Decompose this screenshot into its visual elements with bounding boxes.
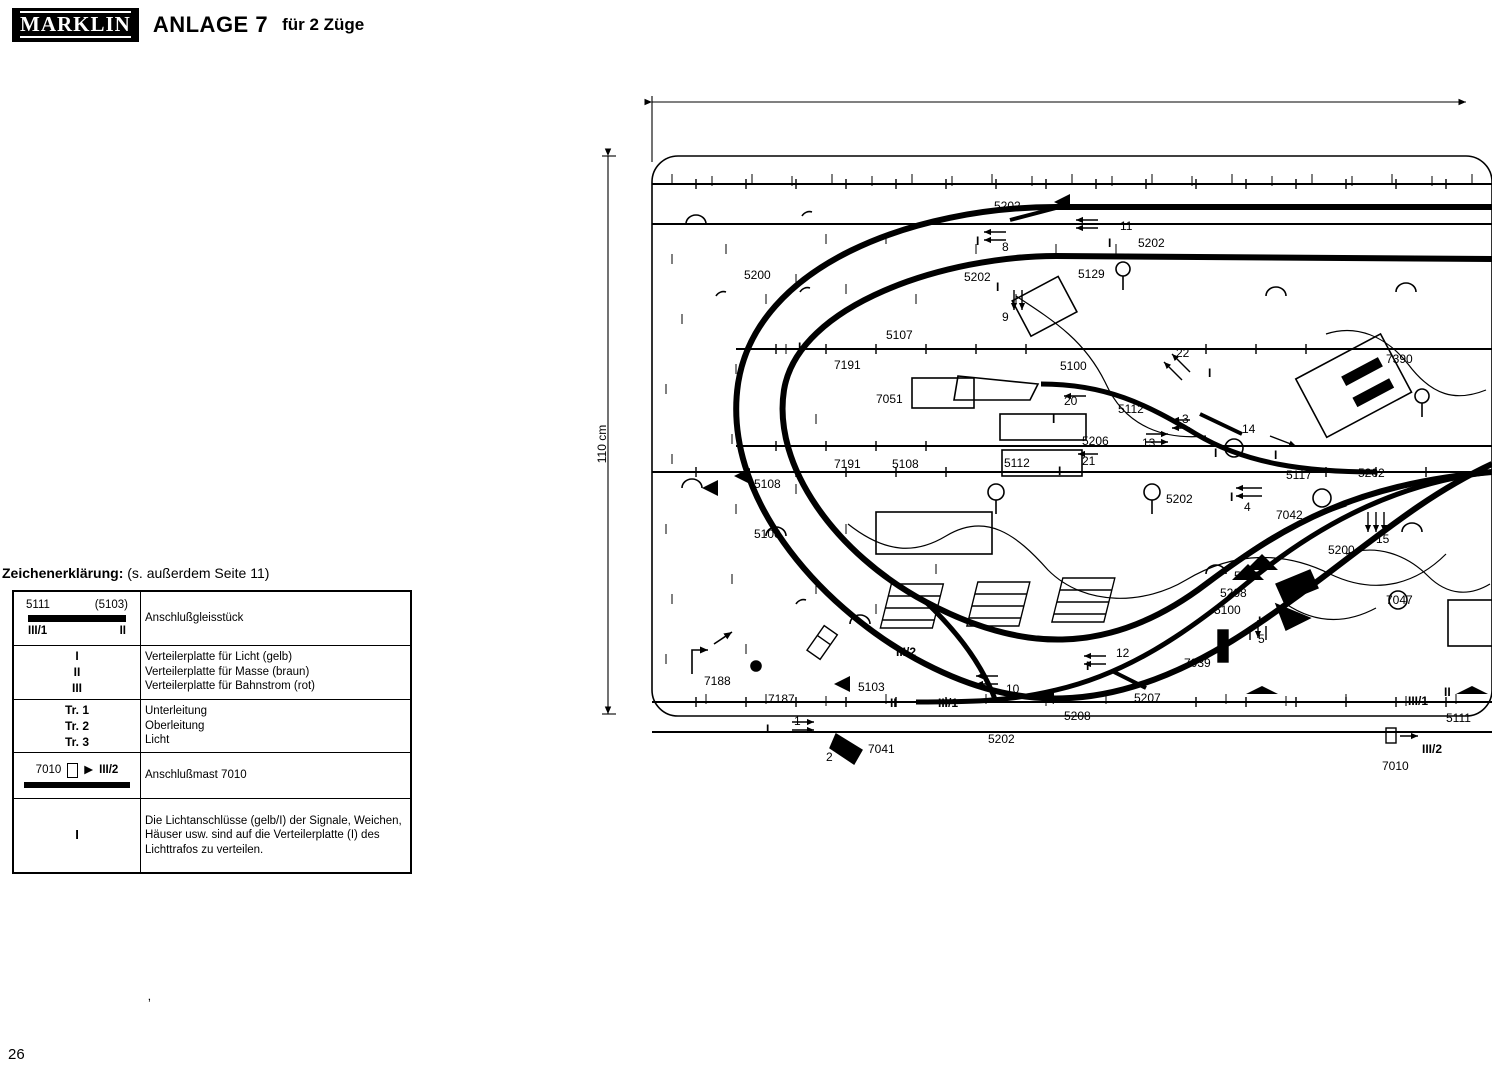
mast-bar-icon [24,782,130,788]
main-track-outer [736,207,1492,698]
plan-label: I [1258,614,1262,628]
legend-title-bold: Zeichenerklärung: [2,565,124,581]
plan-label: 7010 [1382,759,1409,773]
legend-title-rest: (s. außerdem Seite 11) [127,565,270,581]
plan-label: 8 [1002,240,1009,254]
legend-desc-4: Die Lichtanschlüsse (gelb/I) der Signale, Weichen, Häuser usw. sind auf die Verteilerplatte (I) des Lichttrafos zu verteilen. [141,799,412,873]
legend-desc-oberleitung: Oberleitung [145,719,205,732]
legend-sym-III1: III/1 [28,624,48,637]
plan-label: II [1444,685,1451,699]
track-plan-diagram [586,84,1492,814]
plan-label: I [766,722,770,736]
legend-row [13,699,411,753]
legend-desc-ground: Verteilerplatte für Masse (braun) [145,665,310,678]
plan-label: 20 [1064,394,1078,408]
main-track-inner [783,256,1492,640]
legend-desc-3: Anschlußmast 7010 [141,753,412,799]
page-number: 26 [8,1046,25,1063]
plan-label: 5202 [1138,236,1165,250]
plan-label: I [1086,659,1090,673]
legend-sym-III2: III/2 [99,764,119,777]
plan-label: 14 [1242,422,1256,436]
track-bar-icon [28,615,126,622]
plan-label: I [1274,448,1278,462]
plan-label: 11 [1120,219,1133,233]
plan-label: III/1 [1408,694,1429,708]
legend-sym-5111: 5111 [26,599,50,612]
plan-label: 12 [1116,646,1130,660]
wiring-arrows [792,220,1418,743]
page-header [12,8,364,42]
plan-label: 2 [826,750,833,764]
legend-sym-III: III [71,681,82,696]
plan-label: 5208 [1064,709,1091,723]
legend-sym-tr1: Tr. 1 [64,702,90,717]
legend-symbol-transformers [13,699,141,753]
plan-label: 5129 [1078,267,1105,281]
legend-desc-unterleitung: Unterleitung [145,705,208,718]
plan-label: 5 [1258,632,1265,646]
legend-row [13,753,411,799]
legend-sym-I: I [75,648,79,663]
plan-label: 5200 [744,268,771,282]
plan-label: 5108 [754,477,781,491]
plan-label: I [1208,366,1212,380]
plan-label: 5208 [1220,586,1247,600]
legend-sym-tr3: Tr. 3 [64,734,90,749]
plan-label: 5202 [994,199,1021,213]
legend-desc-power: Verteilerplatte für Bahnstrom (rot) [145,680,316,693]
marklin-logo [12,8,139,42]
baseboard-outline [652,156,1492,716]
legend-desc-2 [141,699,412,753]
plan-label: 7051 [876,392,903,406]
legend-sym-II: II [73,664,81,679]
mast-box-icon [67,763,78,778]
plan-label: 10 [1006,682,1020,696]
plan-label: 7047 [1386,593,1413,607]
legend-row [13,591,411,645]
straight-track-lines [652,184,1492,732]
plan-label: I [1214,446,1218,460]
plan-label: 7390 [1386,352,1413,366]
plan-label: 5202 [964,270,991,284]
legend-table [12,590,412,874]
plan-label: 7188 [704,674,731,688]
plan-label: 5112 [1118,402,1144,416]
plan-label: 1 [794,714,801,728]
plan-label: 5100 [754,527,781,541]
plan-label: III/2 [1422,742,1443,756]
legend-sym-I2: I [75,827,79,843]
plan-label: 5108 [1234,569,1261,583]
legend-symbol-distribution-plates [13,645,141,699]
plan-label: 4 [1244,500,1251,514]
decorative-tick: ʼ [148,996,151,1011]
plan-label: III/2 [896,645,917,659]
arrow-right-icon: ▶ [84,764,94,777]
plan-label: 7042 [1276,508,1303,522]
legend-row [13,799,411,873]
legend-sym-II: II [119,624,126,637]
plan-label: III/1 [938,696,959,710]
plan-label: I [996,280,1000,294]
plan-label: 7041 [868,742,895,756]
legend-desc-1 [141,645,412,699]
page-title: ANLAGE 7 [152,12,269,37]
page-subtitle: für 2 Züge [282,15,365,34]
plan-label: 5202 [1358,466,1385,480]
plan-label: 7039 [1184,656,1211,670]
plan-label: 3 [1182,412,1189,426]
plan-label: 5207 [1134,691,1161,705]
dimension-label: 110 cm [595,424,609,464]
plan-label: 7191 [834,358,861,372]
plan-label: I [1230,490,1234,504]
plan-label: 7187 [768,692,795,706]
legend-desc-light: Verteilerplatte für Licht (gelb) [145,651,293,664]
legend-symbol-track-connector [13,591,141,645]
plan-label: 5200 [1328,543,1355,557]
plan-label: I [976,234,980,248]
legend-sym-5103: (5103) [94,599,128,612]
legend-desc-0: Anschlußgleisstück [141,591,412,645]
plan-label: 15 [1376,532,1390,546]
terrain-contours [848,296,1490,620]
plan-label: 7191 [834,457,861,471]
plan-label: 22 [1176,346,1190,360]
plan-label: 13 [1142,436,1156,450]
logo-text: MARKLIN [20,12,131,36]
plan-label: 5202 [1166,492,1193,506]
plan-label: 5100 [1060,359,1087,373]
plan-label: 5117 [1286,468,1312,482]
plan-label: 5103 [858,680,885,694]
plan-label: I [1108,236,1112,250]
legend-symbol-mast [13,753,141,799]
plan-label: 5111 [1446,711,1471,725]
plan-label: 9 [1002,310,1009,324]
legend-symbol-light-I [13,799,141,873]
plan-label: 5202 [988,732,1015,746]
plan-label: 5112 [1004,456,1030,470]
plan-label: 5108 [892,457,919,471]
legend-sym-tr2: Tr. 2 [64,718,90,733]
plan-label: 5206 [1082,434,1109,448]
legend-sym-7010: 7010 [35,764,62,777]
plan-label: 21 [1082,454,1096,468]
plan-label: I [798,340,802,354]
legend-row [13,645,411,699]
plan-label: I [1058,464,1062,478]
legend-title [2,565,269,581]
plan-label: I [1052,412,1056,426]
legend-desc-licht: Licht [145,733,170,746]
plan-label: 5100 [1214,603,1241,617]
plan-label: 5107 [886,328,913,342]
dimension-lines [602,96,1466,714]
plan-label: II [890,696,897,710]
